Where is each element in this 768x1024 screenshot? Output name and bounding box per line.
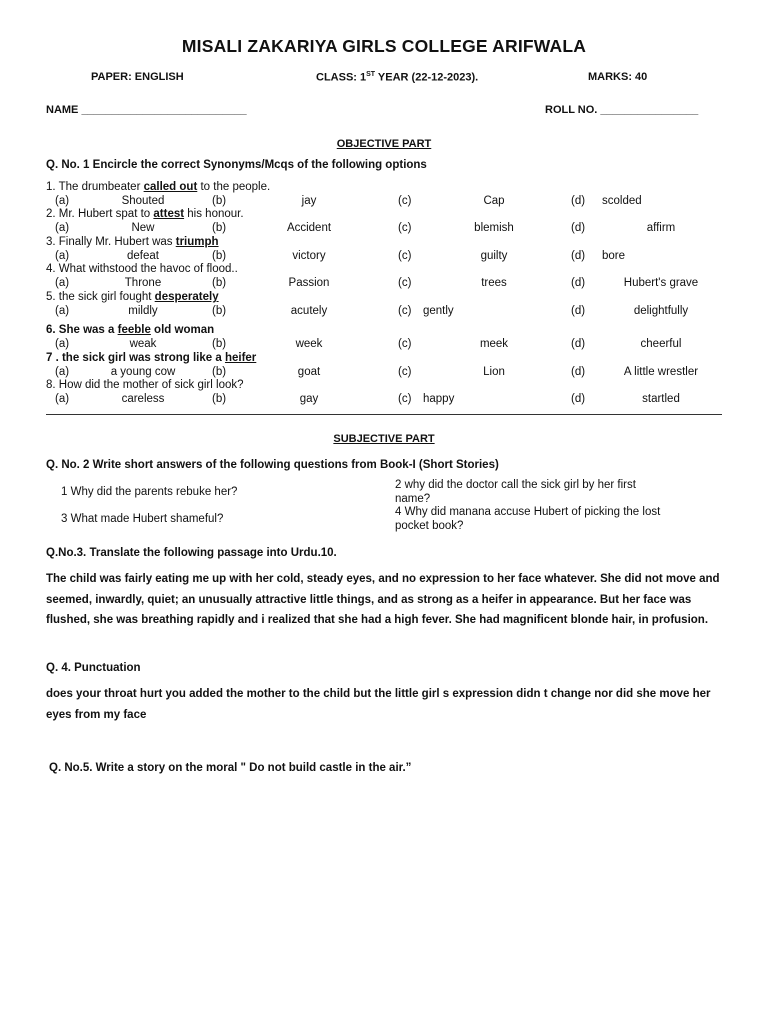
keyword: triumph	[175, 236, 219, 248]
option-label-b: (b)	[212, 393, 227, 405]
option-a[interactable]: weak	[129, 338, 157, 350]
mcq-question-2	[46, 208, 244, 220]
option-label-a: (a)	[55, 366, 70, 378]
option-c[interactable]: gently	[423, 305, 454, 317]
q4-title: Q. 4. Punctuation	[46, 662, 141, 674]
option-label-a: (a)	[55, 277, 70, 289]
short-question-4-line1: 4 Why did manana accuse Hubert of picking the lost	[395, 506, 661, 518]
option-b[interactable]: jay	[301, 195, 317, 207]
question-text: 4. What withstood the havoc of flood..	[46, 263, 238, 275]
marks-label: MARKS: 40	[588, 71, 648, 83]
option-label-a: (a)	[55, 195, 70, 207]
question-text: 5. the sick girl fought	[46, 291, 155, 303]
option-label-a: (a)	[55, 250, 70, 262]
option-label-d: (d)	[571, 338, 586, 350]
translation-passage: The child was fairly eating me up with her cold, steady eyes, and no expression to her face whatever. She did not move and seemed, inwardly, quiet; an unusually attractive little things, and as strong as a heifer in appearance. But her face was flushed, she was breathing rapidly and i realized that she had a high fever. She had magnificent blonde hair, in profusion.	[46, 573, 720, 626]
option-c[interactable]: blemish	[474, 222, 514, 234]
option-label-a: (a)	[55, 393, 70, 405]
question-text-end: his honour.	[184, 208, 244, 220]
option-label-c: (c)	[398, 195, 412, 207]
option-label-d: (d)	[571, 277, 586, 289]
option-label-c: (c)	[398, 305, 412, 317]
q1-title: Q. No. 1 Encircle the correct Synonyms/Mcqs of the following options	[46, 159, 427, 171]
option-label-d: (d)	[571, 250, 586, 262]
option-label-c: (c)	[398, 277, 412, 289]
option-label-b: (b)	[212, 305, 227, 317]
option-d[interactable]: scolded	[602, 195, 642, 207]
short-question-2-line1: 2 why did the doctor call the sick girl by her first	[395, 479, 636, 491]
option-c[interactable]: happy	[423, 393, 455, 405]
option-label-d: (d)	[571, 305, 586, 317]
question-text: 8. How did the mother of sick girl look?	[46, 379, 244, 391]
punctuation-passage: does your throat hurt you added the mother to the child but the little girl s expression didn t change nor did she move her eyes from my face	[46, 688, 711, 721]
q3-title: Q.No.3. Translate the following passage into Urdu.10.	[46, 547, 337, 559]
mcq-question-8	[46, 379, 244, 391]
objective-heading: OBJECTIVE PART	[336, 138, 432, 150]
keyword: feeble	[117, 324, 151, 336]
option-label-c: (c)	[398, 393, 412, 405]
option-d[interactable]: bore	[602, 250, 626, 262]
option-a[interactable]: mildly	[128, 305, 158, 317]
short-question-4-line2: pocket book?	[395, 520, 464, 532]
option-b[interactable]: victory	[292, 250, 326, 262]
mcq-question-5	[46, 291, 219, 303]
option-b[interactable]: week	[295, 338, 323, 350]
option-label-b: (b)	[212, 222, 227, 234]
option-c[interactable]: Cap	[483, 195, 505, 207]
option-label-c: (c)	[398, 222, 412, 234]
option-label-d: (d)	[571, 366, 586, 378]
option-label-b: (b)	[212, 195, 227, 207]
q5-title: Q. No.5. Write a story on the moral " Do not build castle in the air.”	[49, 762, 412, 774]
subjective-heading: SUBJECTIVE PART	[333, 433, 435, 445]
option-b[interactable]: Passion	[288, 277, 330, 289]
option-d[interactable]: affirm	[646, 222, 676, 234]
question-text: 2. Mr. Hubert spat to	[46, 208, 154, 220]
option-label-d: (d)	[571, 222, 586, 234]
q2-title: Q. No. 2 Write short answers of the following questions from Book-I (Short Stories)	[46, 459, 499, 471]
option-a[interactable]: New	[131, 222, 155, 234]
option-b[interactable]: Accident	[286, 222, 332, 234]
option-label-d: (d)	[571, 195, 586, 207]
option-label-b: (b)	[212, 366, 227, 378]
option-a[interactable]: Shouted	[121, 195, 165, 207]
option-a[interactable]: careless	[121, 393, 165, 405]
mcq-question-4	[46, 263, 238, 275]
option-label-b: (b)	[212, 277, 227, 289]
option-label-c: (c)	[398, 338, 412, 350]
mcq-question-6	[46, 324, 214, 336]
option-label-b: (b)	[212, 338, 227, 350]
keyword: desperately	[154, 291, 219, 303]
option-d[interactable]: Hubert's grave	[623, 277, 699, 289]
option-c[interactable]: guilty	[480, 250, 508, 262]
option-c[interactable]: Lion	[483, 366, 505, 378]
option-label-c: (c)	[398, 366, 412, 378]
option-label-a: (a)	[55, 338, 70, 350]
option-label-d: (d)	[571, 393, 586, 405]
keyword: heifer	[224, 352, 257, 364]
question-text: 6. She was a	[46, 324, 118, 336]
mcq-question-7	[46, 352, 256, 364]
roll-number-field[interactable]: ROLL NO. ________________	[545, 104, 699, 116]
option-a[interactable]: a young cow	[110, 366, 176, 378]
option-a[interactable]: defeat	[127, 250, 159, 262]
question-text: 1. The drumbeater	[46, 181, 144, 193]
option-label-c: (c)	[398, 250, 412, 262]
paper-label: PAPER: ENGLISH	[91, 71, 184, 83]
class-label: CLASS: 1ST YEAR (22-12-2023).	[316, 71, 479, 84]
option-label-a: (a)	[55, 222, 70, 234]
option-label-b: (b)	[212, 250, 227, 262]
option-d[interactable]: startled	[642, 393, 680, 405]
short-question-1: 1 Why did the parents rebuke her?	[61, 486, 238, 498]
option-d[interactable]: A little wrestler	[623, 366, 699, 378]
mcq-question-3	[46, 236, 219, 248]
keyword: called out	[143, 181, 198, 193]
option-c[interactable]: trees	[481, 277, 507, 289]
short-question-2-line2: name?	[395, 493, 431, 505]
name-field[interactable]: NAME ___________________________	[46, 104, 247, 116]
option-d[interactable]: cheerful	[640, 338, 682, 350]
keyword: attest	[153, 208, 185, 220]
question-text: 3. Finally Mr. Hubert was	[46, 236, 176, 248]
option-a[interactable]: Throne	[124, 277, 162, 289]
college-title: MISALI ZAKARIYA GIRLS COLLEGE ARIFWALA	[181, 36, 587, 56]
question-text-end: old woman	[150, 324, 215, 336]
option-label-a: (a)	[55, 305, 70, 317]
section-divider	[46, 414, 722, 415]
question-text-end: to the people.	[197, 181, 271, 193]
mcq-question-1	[46, 181, 270, 193]
option-b[interactable]: goat	[297, 366, 321, 378]
option-d[interactable]: delightfully	[633, 305, 689, 317]
option-b[interactable]: gay	[299, 393, 319, 405]
option-b[interactable]: acutely	[290, 305, 328, 317]
question-text: 7 . the sick girl was strong like a	[46, 352, 225, 364]
option-c[interactable]: meek	[479, 338, 509, 350]
short-question-3: 3 What made Hubert shameful?	[61, 513, 224, 525]
